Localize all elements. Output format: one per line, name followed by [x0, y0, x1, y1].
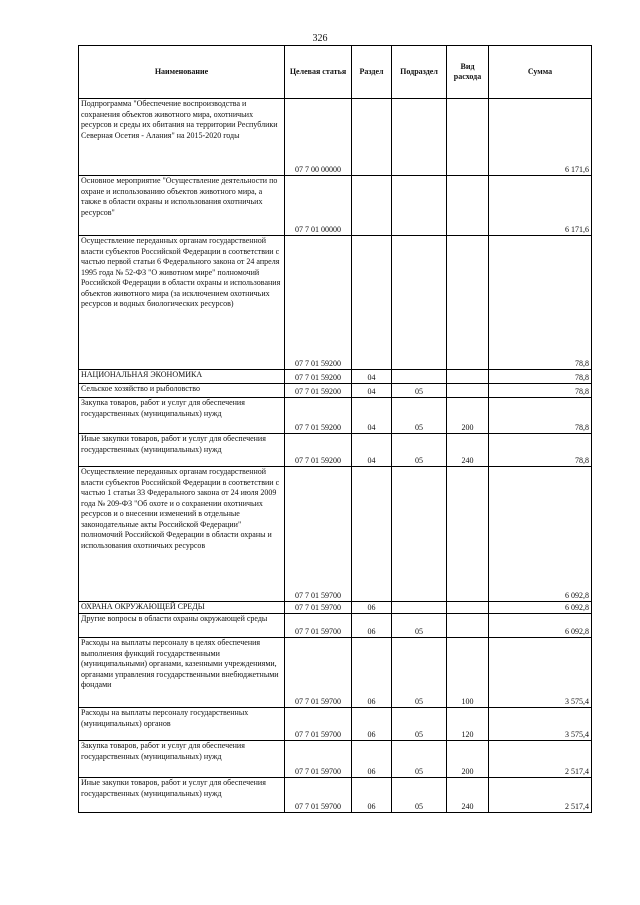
row-expense	[447, 99, 489, 176]
row-expense	[447, 602, 489, 614]
col-header-section: Раздел	[352, 46, 392, 99]
col-header-subsection: Подраздел	[392, 46, 447, 99]
row-sum: 6 171,6	[489, 176, 592, 236]
row-name-text: Расходы на выплаты персоналу в целях обеспечения выполнения функций государственными (муниципальными) органами, казенными учреждениями, органами управления государственными внебюджетными фондами	[81, 638, 279, 689]
row-code: 07 7 01 59700	[285, 741, 352, 778]
row-section: 04	[352, 384, 392, 398]
row-code: 07 7 01 59700	[285, 778, 352, 813]
row-expense: 100	[447, 638, 489, 708]
row-section: 06	[352, 602, 392, 614]
row-name-text: Осуществление переданных органам государственной власти субъектов Российской Федерации в соответствии с частью 1 статьи 33 Федерального закона от 24 июля 2009 года № 209-ФЗ "Об охоте и о сохранении охотничьих ресурсов и о внесении изменений в отдельные законодательные акты Российской Федерации" полномочий Российской Федерации в области охраны и использования охотничьих ресурсов	[81, 467, 280, 550]
row-code: 07 7 01 59200	[285, 434, 352, 467]
row-section	[352, 176, 392, 236]
row-name-text: Основное мероприятие "Осуществление деятельности по охране и использованию объектов животного мира, а также в области охраны и использования охотничьих ресурсов"	[81, 176, 278, 217]
row-expense: 240	[447, 778, 489, 813]
row-name-text: НАЦИОНАЛЬНАЯ ЭКОНОМИКА	[81, 370, 203, 379]
row-subsection: 05	[392, 384, 447, 398]
row-section: 04	[352, 434, 392, 467]
row-name-text: Закупка товаров, работ и услуг для обеспечения государственных (муниципальных) нужд	[81, 398, 245, 418]
row-expense	[447, 176, 489, 236]
row-subsection	[392, 370, 447, 384]
col-header-expense: Вид расхода	[447, 46, 489, 99]
table-row	[79, 741, 592, 778]
table-header-row	[79, 46, 592, 99]
row-code: 07 7 01 59700	[285, 708, 352, 741]
row-name	[79, 778, 285, 813]
row-sum: 78,8	[489, 398, 592, 434]
row-section: 06	[352, 708, 392, 741]
row-expense: 200	[447, 741, 489, 778]
row-expense: 120	[447, 708, 489, 741]
row-code: 07 7 01 59700	[285, 614, 352, 638]
table-row	[79, 176, 592, 236]
row-subsection: 05	[392, 398, 447, 434]
row-name-text: Сельское хозяйство и рыболовство	[81, 384, 201, 393]
row-name	[79, 398, 285, 434]
row-name	[79, 384, 285, 398]
row-name-text: Другие вопросы в области охраны окружающей среды	[81, 614, 268, 623]
row-sum: 2 517,4	[489, 741, 592, 778]
table-row	[79, 370, 592, 384]
row-code: 07 7 01 00000	[285, 176, 352, 236]
row-section	[352, 236, 392, 370]
row-section	[352, 99, 392, 176]
row-sum: 6 092,8	[489, 614, 592, 638]
row-subsection: 05	[392, 708, 447, 741]
row-name	[79, 99, 285, 176]
row-section: 04	[352, 398, 392, 434]
row-sum: 3 575,4	[489, 638, 592, 708]
row-section: 06	[352, 638, 392, 708]
col-header-sum: Сумма	[489, 46, 592, 99]
budget-table	[78, 45, 592, 813]
row-name-text: Осуществление переданных органам государственной власти субъектов Российской Федерации в соответствии с частью первой статьи 6 Федерального закона от 24 апреля 1995 года № 52-ФЗ "О животном мире" полномочий Российской Федерации в области охраны и использования объектов животного мира (за исключением охотничьих ресурсов и водных биологических ресурсов)	[81, 236, 281, 308]
row-name-text: Расходы на выплаты персоналу государственных (муниципальных) органов	[81, 708, 249, 728]
row-section: 06	[352, 778, 392, 813]
row-expense	[447, 370, 489, 384]
row-subsection: 05	[392, 614, 447, 638]
row-code: 07 7 01 59700	[285, 467, 352, 602]
table-row	[79, 398, 592, 434]
row-expense: 200	[447, 398, 489, 434]
row-sum: 3 575,4	[489, 708, 592, 741]
table-row	[79, 778, 592, 813]
row-name	[79, 176, 285, 236]
table-row	[79, 236, 592, 370]
row-expense	[447, 384, 489, 398]
row-code: 07 7 01 59200	[285, 398, 352, 434]
row-sum: 78,8	[489, 236, 592, 370]
row-sum: 78,8	[489, 384, 592, 398]
table-row	[79, 708, 592, 741]
row-subsection: 05	[392, 778, 447, 813]
row-code: 07 7 01 59200	[285, 384, 352, 398]
row-sum: 78,8	[489, 434, 592, 467]
row-sum: 78,8	[489, 370, 592, 384]
row-subsection: 05	[392, 741, 447, 778]
row-code: 07 7 01 59200	[285, 236, 352, 370]
row-name	[79, 370, 285, 384]
row-section: 06	[352, 741, 392, 778]
row-subsection: 05	[392, 638, 447, 708]
row-code: 07 7 01 59700	[285, 602, 352, 614]
row-expense	[447, 614, 489, 638]
row-name	[79, 434, 285, 467]
table-row	[79, 99, 592, 176]
row-name	[79, 602, 285, 614]
table-row	[79, 602, 592, 614]
row-name	[79, 741, 285, 778]
table-row	[79, 638, 592, 708]
row-subsection	[392, 176, 447, 236]
row-subsection: 05	[392, 434, 447, 467]
row-section: 06	[352, 614, 392, 638]
table-body	[79, 99, 592, 813]
row-subsection	[392, 602, 447, 614]
row-sum: 2 517,4	[489, 778, 592, 813]
table-row	[79, 434, 592, 467]
row-subsection	[392, 467, 447, 602]
table-row	[79, 384, 592, 398]
col-header-code: Целевая статья	[285, 46, 352, 99]
row-expense: 240	[447, 434, 489, 467]
row-code: 07 7 01 59200	[285, 370, 352, 384]
row-name-text: ОХРАНА ОКРУЖАЮЩЕЙ СРЕДЫ	[81, 602, 205, 611]
table-row	[79, 614, 592, 638]
row-code: 07 7 00 00000	[285, 99, 352, 176]
row-name	[79, 467, 285, 602]
row-sum: 6 171,6	[489, 99, 592, 176]
row-name	[79, 638, 285, 708]
row-name-text: Закупка товаров, работ и услуг для обеспечения государственных (муниципальных) нужд	[81, 741, 245, 761]
row-expense	[447, 467, 489, 602]
row-sum: 6 092,8	[489, 467, 592, 602]
row-expense	[447, 236, 489, 370]
row-name	[79, 614, 285, 638]
row-name	[79, 236, 285, 370]
row-code: 07 7 01 59700	[285, 638, 352, 708]
row-name-text: Иные закупки товаров, работ и услуг для обеспечения государственных (муниципальных) нужд	[81, 778, 266, 798]
col-header-name: Наименование	[79, 46, 285, 99]
row-name	[79, 708, 285, 741]
row-section	[352, 467, 392, 602]
row-sum: 6 092,8	[489, 602, 592, 614]
row-section: 04	[352, 370, 392, 384]
row-name-text: Подпрограмма "Обеспечение воспроизводства и сохранения объектов животного мира, охотничьих ресурсов и среды их обитания на территории Республики Северная Осетия - Алания" на 2015-2020 годы	[81, 99, 278, 140]
row-subsection	[392, 236, 447, 370]
row-subsection	[392, 99, 447, 176]
table-row	[79, 467, 592, 602]
page-number: 326	[312, 33, 328, 44]
row-name-text: Иные закупки товаров, работ и услуг для обеспечения государственных (муниципальных) нужд	[81, 434, 266, 454]
